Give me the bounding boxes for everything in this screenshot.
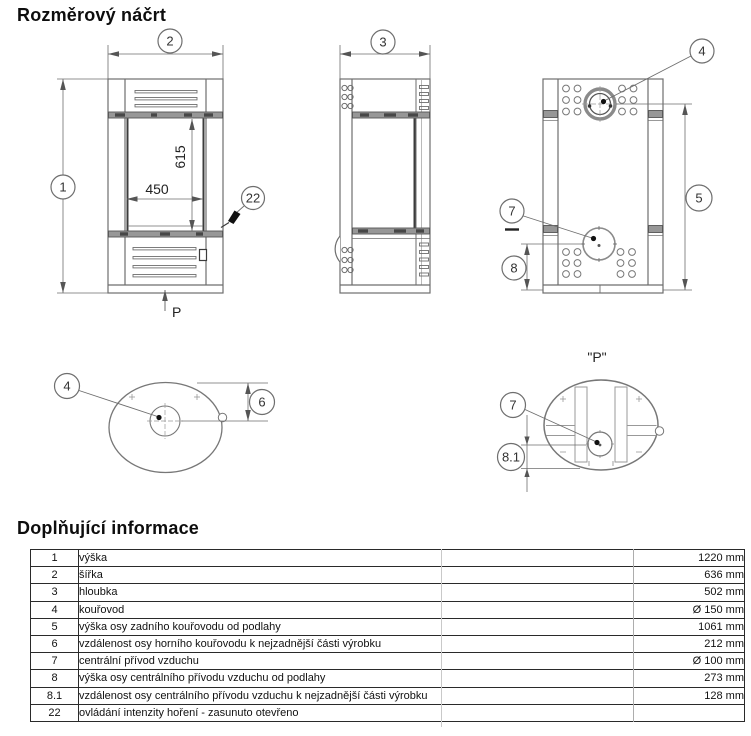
flue-outlet <box>582 86 618 122</box>
p-view-dimensions <box>521 415 586 492</box>
air-inlet <box>581 226 617 262</box>
row-id: 8 <box>31 670 79 687</box>
table-row <box>31 653 745 670</box>
row-label: výška osy centrálního přívodu vzduchu od podlahy <box>79 670 634 687</box>
row-label: výška <box>79 552 108 565</box>
svg-text:7: 7 <box>508 203 516 219</box>
table-row <box>31 584 745 601</box>
table-row <box>31 687 745 704</box>
row-value: 128 mm <box>634 687 745 704</box>
table-row <box>31 618 745 635</box>
p-view-label: "P" <box>587 349 607 365</box>
balloon-8 <box>502 256 526 280</box>
svg-text:8: 8 <box>510 260 518 276</box>
row-id: 22 <box>31 704 79 721</box>
row-label: vzdálenost osy horního kouřovodu k nejzadnější části výrobku <box>79 635 634 652</box>
svg-text:P: P <box>172 304 182 320</box>
row-value: Ø 100 mm <box>634 653 745 670</box>
dim-glass-width: 450 <box>145 181 169 197</box>
svg-text:3: 3 <box>379 34 387 50</box>
svg-text:22: 22 <box>245 190 261 206</box>
table-row <box>31 550 745 567</box>
row-id: 1 <box>31 550 79 567</box>
row-value <box>634 704 745 721</box>
info-table <box>30 549 745 722</box>
row-id: 8.1 <box>31 687 79 704</box>
balloon-1 <box>51 175 75 199</box>
svg-text:4: 4 <box>63 378 71 394</box>
front-dimensions <box>57 45 223 293</box>
row-label: hloubka <box>79 584 634 601</box>
svg-text:1: 1 <box>59 179 67 195</box>
row-label: centrální přívod vzduchu <box>79 653 634 670</box>
balloon-22 <box>221 187 265 228</box>
balloon-4-top <box>55 374 162 421</box>
balloon-4-rear <box>601 39 714 104</box>
row-value: 1061 mm <box>634 618 745 635</box>
table-column-separator <box>441 549 442 727</box>
p-view <box>544 380 664 470</box>
page-title: Rozměrový náčrt <box>17 5 167 25</box>
row-id: 2 <box>31 567 79 584</box>
balloon-2 <box>158 29 182 53</box>
row-label: šířka <box>79 567 634 584</box>
rear-dimensions <box>521 104 692 290</box>
balloon-3 <box>371 30 395 54</box>
row-value: Ø 150 mm <box>634 601 745 618</box>
p-direction-arrow <box>165 290 181 320</box>
svg-text:5: 5 <box>695 190 703 206</box>
side-view <box>335 79 430 293</box>
info-heading: Doplňující informace <box>17 518 200 538</box>
row-value: 1220 mm <box>634 550 745 567</box>
svg-text:7: 7 <box>509 397 517 413</box>
table-row <box>31 670 745 687</box>
control-lever <box>228 211 241 225</box>
svg-text:8.1: 8.1 <box>501 449 521 465</box>
table-row <box>31 704 745 721</box>
svg-text:2: 2 <box>166 33 174 49</box>
svg-text:6: 6 <box>258 394 266 410</box>
row-value: 502 mm <box>634 584 745 601</box>
balloon-8-1 <box>498 444 525 471</box>
table-row <box>31 567 745 584</box>
row-label: výška osy zadního kouřovodu od podlahy <box>79 618 634 635</box>
row-label: ovládání intenzity hoření - zasunuto otevřeno <box>79 704 634 721</box>
row-id: 4 <box>31 601 79 618</box>
row-label: vzdálenost osy centrálního přívodu vzduchu k nejzadnější části výrobku <box>79 687 634 704</box>
row-id: 7 <box>31 653 79 670</box>
row-value: 273 mm <box>634 670 745 687</box>
row-value: 212 mm <box>634 635 745 652</box>
row-id: 3 <box>31 584 79 601</box>
table-row <box>31 601 745 618</box>
table-row <box>31 635 745 652</box>
top-view <box>109 383 227 473</box>
row-value: 636 mm <box>634 567 745 584</box>
balloon-7-rear <box>500 199 596 241</box>
balloon-7-bottom <box>501 393 600 446</box>
balloon-5 <box>686 185 712 211</box>
row-id: 5 <box>31 618 79 635</box>
balloon-6 <box>250 390 275 415</box>
dim-glass-height: 615 <box>172 145 188 169</box>
row-label: kouřovod <box>79 601 634 618</box>
row-id: 6 <box>31 635 79 652</box>
door-handle <box>200 250 207 261</box>
rear-view <box>505 79 663 293</box>
svg-text:4: 4 <box>698 43 706 59</box>
